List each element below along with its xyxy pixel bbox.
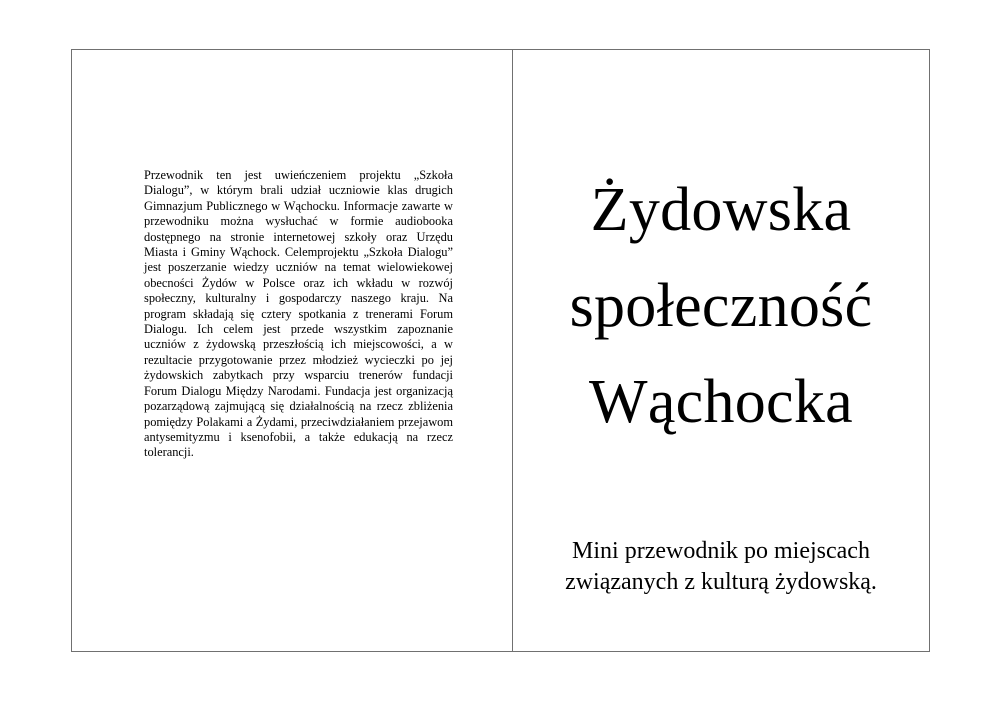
cover-title-line: społeczność (569, 272, 873, 340)
cover-title-line: Wąchocka (589, 368, 853, 436)
cover-title (513, 162, 929, 450)
cover-page (513, 50, 929, 651)
cover-subtitle (513, 536, 929, 598)
intro-paragraph: Przewodnik ten jest uwieńczeniem projektu „Szkoła Dialogu”, w którym brali udział uczniowie klas drugich Gimnazjum Publicznego w Wąchocku. Informacje zawarte w przewodniku można wysłuchać w formie audiobooka dostępnego na stronie internetowej szkoły oraz Urzędu Miasta i Gminy Wąchock. Celemprojektu „Szkoła Dialogu” jest poszerzanie wiedzy uczniów na temat wielowiekowej obecności Żydów w Polsce oraz ich wkładu w rozwój społeczny, kulturalny i gospodarczy naszego kraju. Na program składają się cztery spotkania z trenerami Forum Dialogu. Ich celem jest przede wszystkim zapoznanie uczniów z żydowską przeszłością ich miejscowości, a w rezultacie przygotowanie przez młodzież wycieczki po jej żydowskich zabytkach przy wsparciu trenerów fundacji Forum Dialogu Między Narodami. Fundacja jest organizacją pozarządową zajmującą się działalnością na rzecz zbliżenia pomiędzy Polakami a Żydami, przeciwdziałaniem przejawom antysemityzmu i ksenofobii, a także edukacją na rzecz tolerancji. (144, 168, 453, 460)
cover-title-line: Żydowska (590, 176, 852, 244)
left-page (72, 50, 513, 651)
cover-subtitle-line: związanych z kulturą żydowską. (565, 569, 877, 595)
booklet-spread (71, 49, 930, 652)
cover-subtitle-line: Mini przewodnik po miejscach (572, 538, 870, 564)
